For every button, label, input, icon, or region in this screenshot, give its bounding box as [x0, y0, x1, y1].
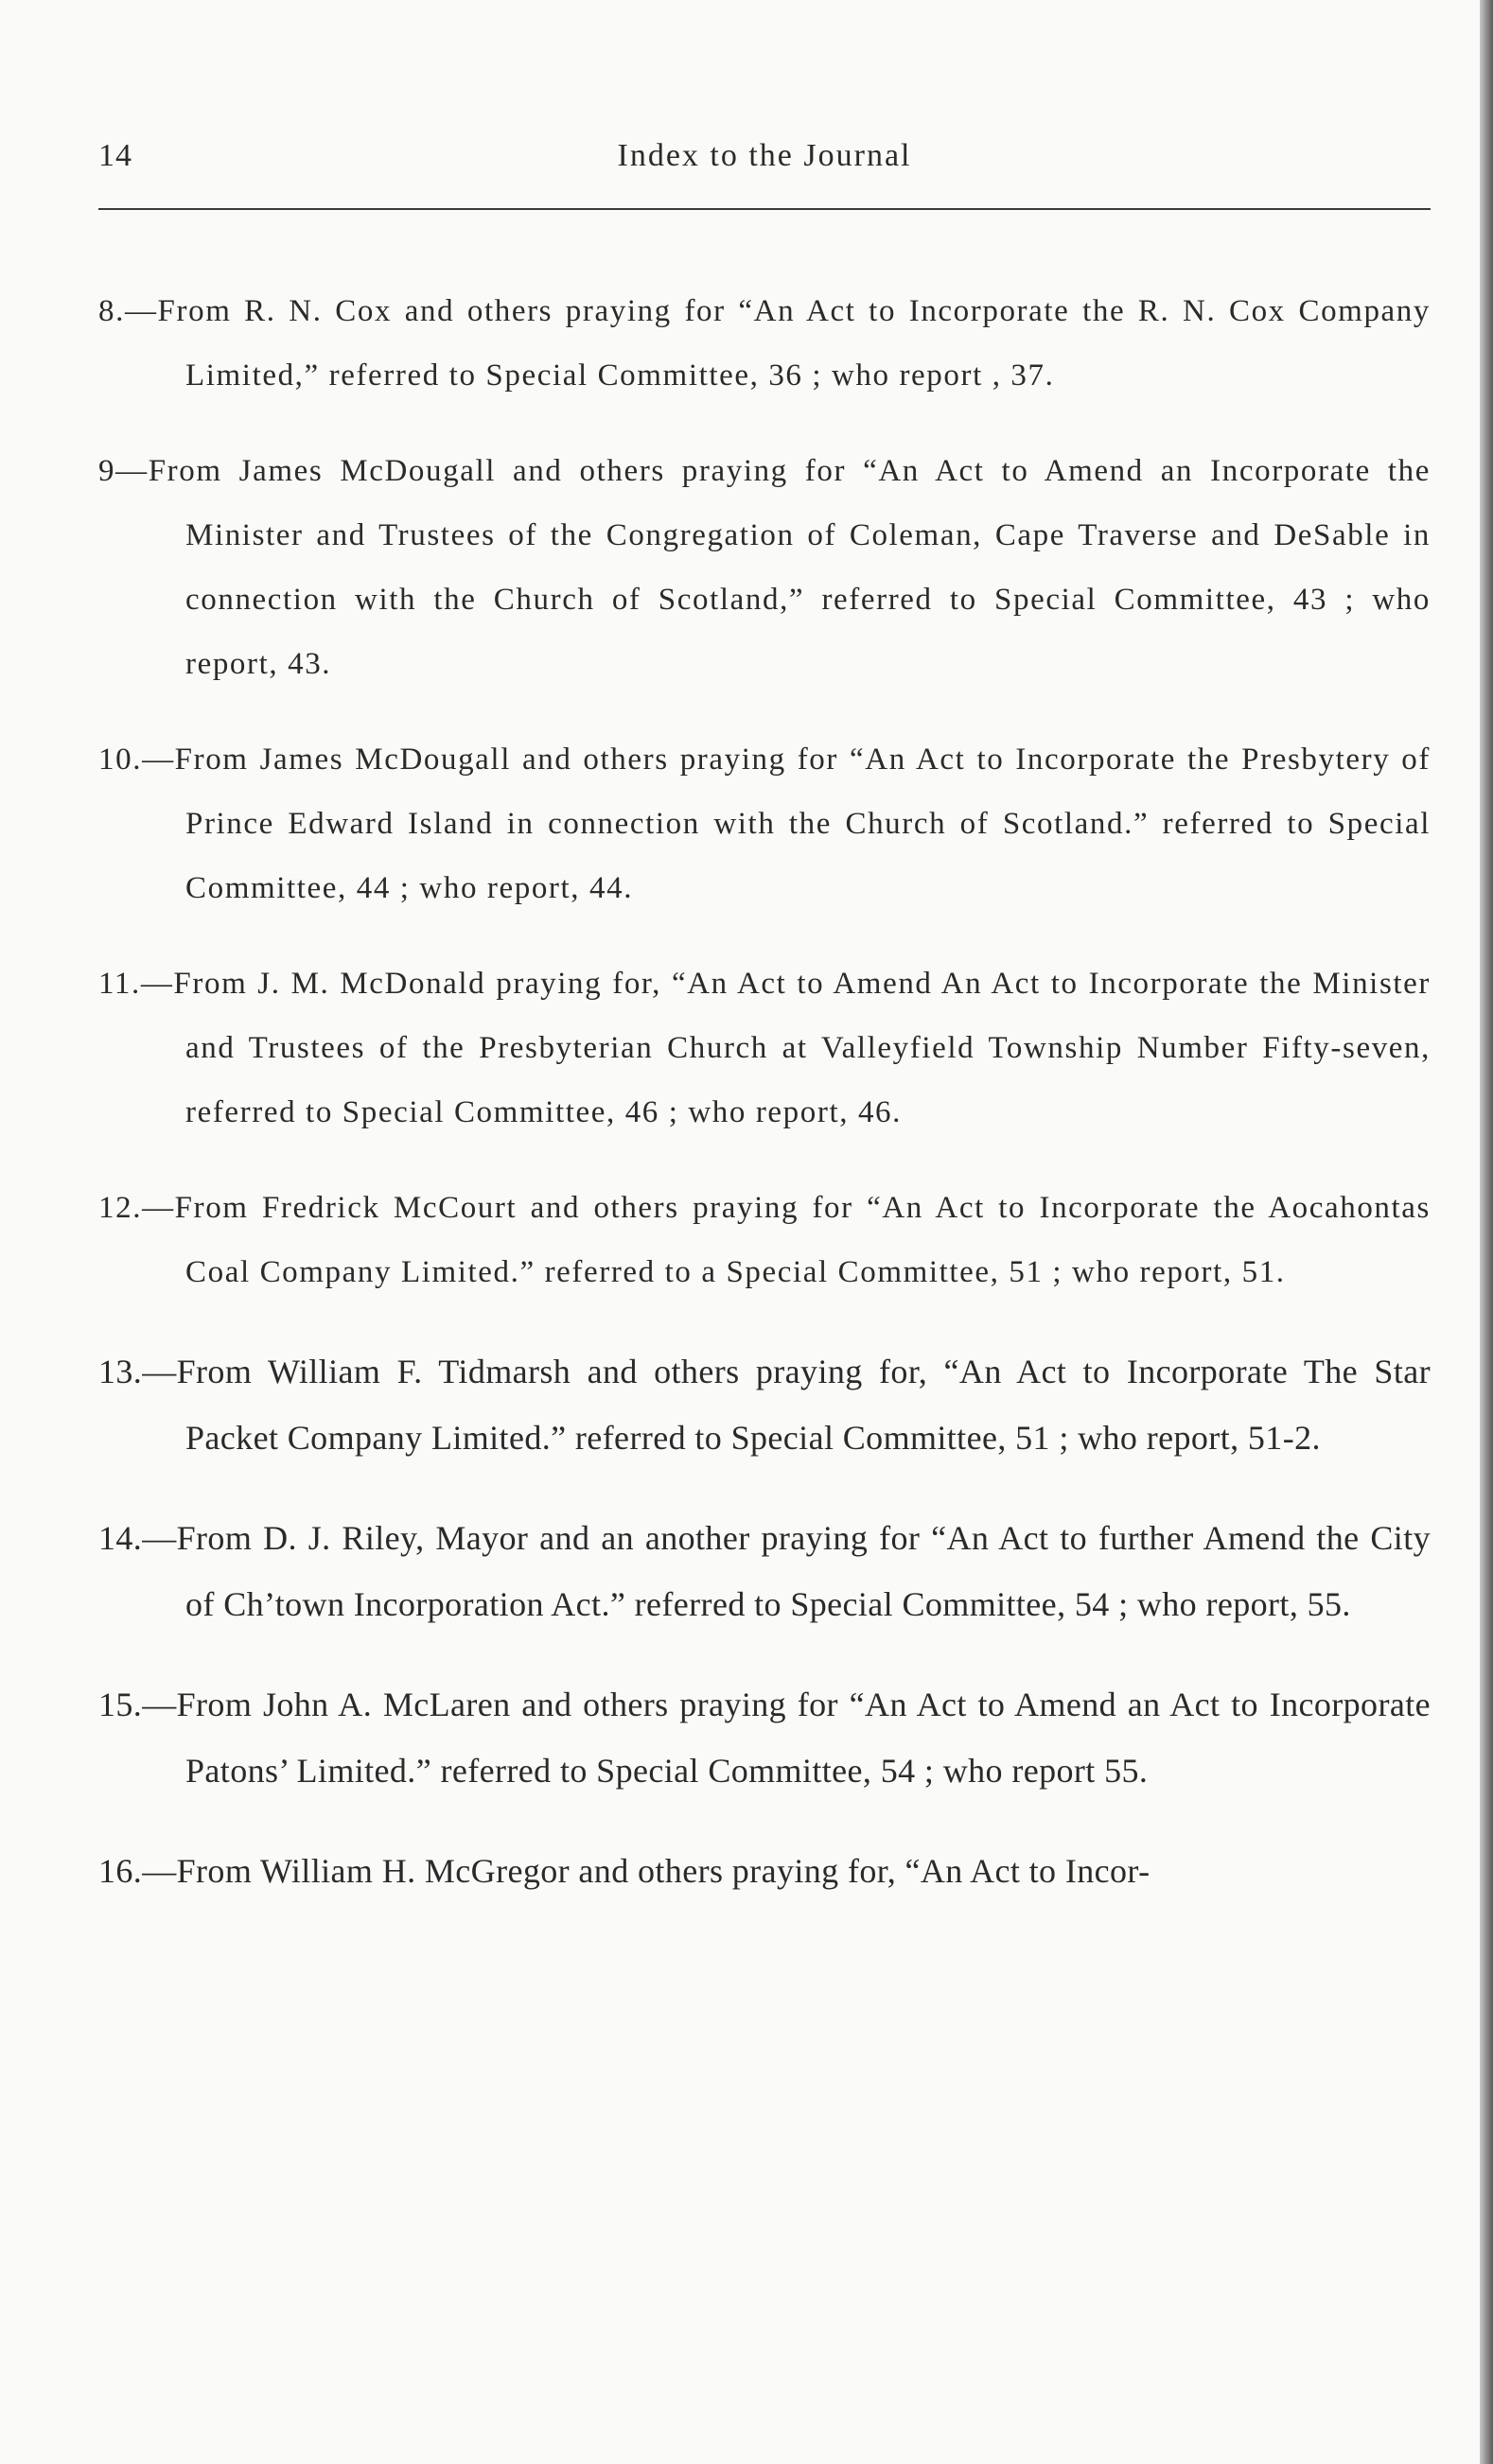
entry-text: —From Fredrick McCourt and others praying for “An Act to Incorporate the Aocahontas Coal Company Limited.” referred to a Special Committee, 51 ; who report, 51.	[142, 1191, 1431, 1289]
index-entry-16	[98, 1838, 1431, 1904]
page-edge-shadow	[1480, 0, 1493, 2464]
entry-number: 14.	[98, 1519, 143, 1557]
entry-text: —From William H. McGregor and others praying for, “An Act to Incor-	[142, 1852, 1150, 1890]
entry-text: —From J. M. McDonald praying for, “An Act to Amend An Act to Incorporate the Minister and Trustees of the Presbyterian Church at Valleyfield Township Number Fifty-seven, referred to Special Committee, 46 ; who report, 46.	[140, 967, 1431, 1129]
index-entry-8	[98, 279, 1431, 408]
entry-number: 16.	[98, 1852, 143, 1890]
page-number: 14	[98, 138, 132, 173]
entry-number: 8.	[98, 294, 125, 328]
entry-number: 13.	[98, 1353, 143, 1390]
entry-text: —From William F. Tidmarsh and others praying for, “An Act to Incorporate The Star Packet Company Limited.” referred to Special Committee, 51 ; who report, 51-2.	[142, 1353, 1431, 1457]
index-entry-13	[98, 1338, 1431, 1471]
entry-text: —From R. N. Cox and others praying for “An Act to Incorporate the R. N. Cox Company Limited,” referred to Special Committee, 36 ; who report , 37.	[124, 294, 1431, 393]
entry-text: —From D. J. Riley, Mayor and an another praying for “An Act to further Amend the City of Ch’town Incorporation Act.” referred to Special Committee, 54 ; who report, 55.	[142, 1519, 1431, 1623]
header-rule	[98, 208, 1431, 210]
entry-text: —From James McDougall and others praying for “An Act to Amend an Incorporate the Minister and Trustees of the Congregation of Coleman, Cape Traverse and DeSable in connection with the Church of Scotland,” referred to Special Committee, 43 ; who report, 43.	[115, 454, 1431, 681]
entry-number: 10.	[98, 743, 143, 777]
index-entry-9	[98, 439, 1431, 696]
index-entry-12	[98, 1176, 1431, 1304]
entry-number: 11.	[98, 967, 141, 1001]
index-entry-10	[98, 727, 1431, 920]
entry-number: 9	[98, 454, 116, 488]
page-header	[98, 132, 1431, 189]
entry-number: 12.	[98, 1191, 143, 1225]
index-entries	[98, 248, 1431, 1931]
entry-text: —From John A. McLaren and others praying for “An Act to Amend an Act to Incorporate Patons’ Limited.” referred to Special Committee, 54 ; who report 55.	[142, 1686, 1431, 1790]
entry-text: —From James McDougall and others praying for “An Act to Incorporate the Presbytery of Prince Edward Island in connection with the Church of Scotland.” referred to Special Committee, 44 ; who report, 44.	[142, 743, 1431, 905]
entry-number: 15.	[98, 1686, 143, 1723]
index-entry-11	[98, 952, 1431, 1145]
running-title: Index to the Journal	[617, 138, 912, 173]
index-entry-15	[98, 1671, 1431, 1804]
index-entry-14	[98, 1505, 1431, 1637]
